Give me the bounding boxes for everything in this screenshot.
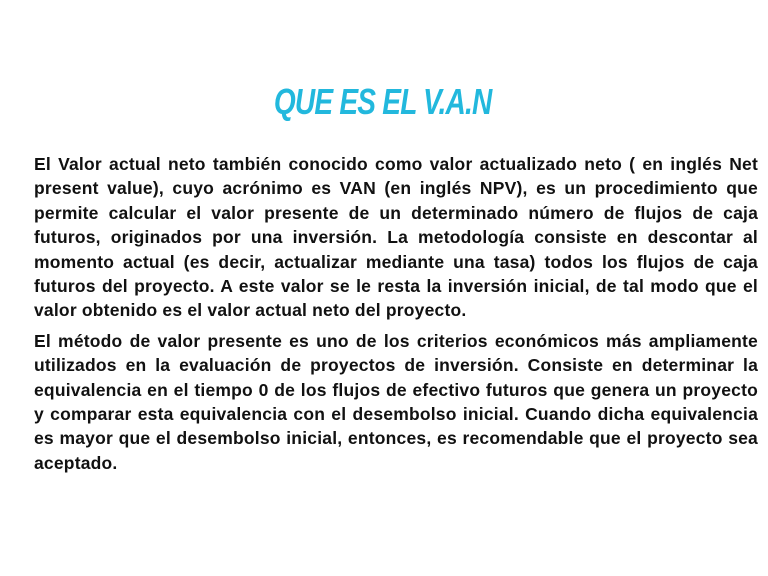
slide-body	[34, 152, 758, 481]
slide-title: QUE ES EL V.A.N	[273, 81, 492, 122]
paragraph-definition: El Valor actual neto también conocido como valor actualizado neto ( en inglés Net present value), cuyo acrónimo es VAN (en inglés NPV), es un procedimiento que permite calcular el valor presente de un determinado número de flujos de caja futuros, originados por una inversión. La metodología consiste en descontar al momento actual (es decir, actualizar mediante una tasa) todos los flujos de caja futuros del proyecto. A este valor se le resta la inversión inicial, de tal modo que el valor obtenido es el valor actual neto del proyecto.	[34, 154, 758, 321]
paragraph-method: El método de valor presente es uno de los criterios económicos más ampliamente utilizados en la evaluación de proyectos de inversión. Consiste en determinar la equivalencia en el tiempo 0 de los flujos de efectivo futuros que genera un proyecto y comparar esta equivalencia con el desembolso inicial. Cuando dicha equivalencia es mayor que el desembolso inicial, entonces, es recomendable que el proyecto sea aceptado.	[34, 330, 758, 473]
